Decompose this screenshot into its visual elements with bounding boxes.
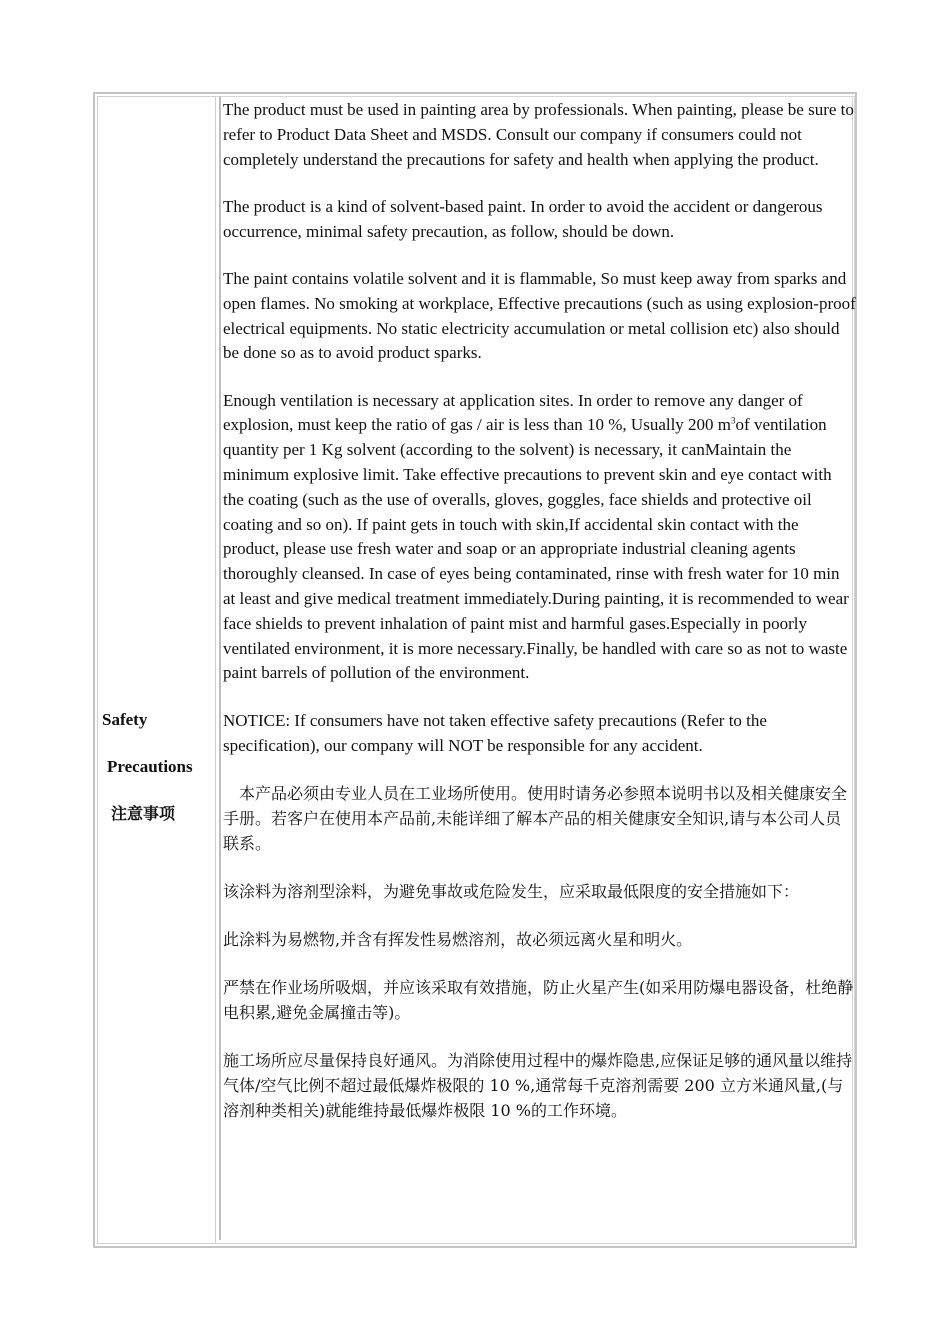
paragraph-notice: NOTICE: If consumers have not taken effective safety precautions (Refer to the specification), our company will NOT be responsible for any accident. bbox=[223, 710, 767, 755]
label-precautions: Precautions bbox=[107, 757, 193, 776]
paragraph-zh-solvent: 该涂料为溶剂型涂料，为避免事故或危险发生，应采取最低限度的安全措施如下： bbox=[223, 881, 800, 901]
paragraph-zh-no-smoking: 严禁在作业场所吸烟，并应该采取有效措施，防止火星产生(如采用防爆电器设备，杜绝静电积累,避免金属撞击等)。 bbox=[223, 977, 854, 1022]
paragraph-zh-ventilation: 施工场所应尽量保持良好通风。为消除使用过程中的爆炸隐患,应保证足够的通风量以维持气体/空气比例不超过最低爆炸极限的 10 %,通常每千克溶剂需要 200 立方米通风量,(与溶剂种类相关)就能维持最低爆炸极限 10 %的工作环境。 bbox=[223, 1050, 853, 1120]
paragraph-zh-usage: 本产品必须由专业人员在工业场所使用。使用时请务必参照本说明书以及相关健康安全手册。若客户在使用本产品前,未能详细了解本产品的相关健康安全知识,请与本公司人员联系。 bbox=[223, 783, 848, 853]
ventilation-text-2: of ventilation quantity per 1 Kg solvent (according to the solvent) is necessary, it canMaintain the minimum explosive limit. Take effective precautions to prevent skin and eye contact with the coating (such as the use of overalls, gloves, goggles, face shields and protective oil coating and so on). If paint gets in touch with skin,If accidental skin contact with the product, please use fresh water and soap or an appropriate industrial cleaning agents thoroughly cleansed. In case of eyes being contaminated, rinse with fresh water for 10 min at least and give medical treatment immediately.During painting, it is recommended to wear face shields to prevent inhalation of paint mist and harmful gases.Especially in poorly ventilated environment, it is more necessary.Finally, be handled with care so as not to waste paint barrels of pollution of the environment. bbox=[223, 415, 849, 683]
paragraph-solvent-based: The product is a kind of solvent-based paint. In order to avoid the accident or dangerous occurrence, minimal safety precaution, as follow, should be down. bbox=[223, 196, 823, 241]
paragraph-flammable: The paint contains volatile solvent and it is flammable, So must keep away from sparks and open flames. No smoking at workplace, Effective precautions (such as using explosion-proof electrical equipments. No static electricity accumulation or metal collision etc) also should be done so as to avoid product sparks. bbox=[223, 268, 856, 363]
paragraph-usage: The product must be used in painting area by professionals. When painting, please be sure to refer to Product Data Sheet and MSDS. Consult our company if consumers could not completely understand the precautions for safety and health when applying the product. bbox=[223, 100, 854, 169]
ventilation-text-1: Enough ventilation is necessary at application sites. In order to remove any danger of explosion, must keep the ratio of gas / air is less than 10 %, Usually 200 m bbox=[223, 390, 803, 435]
content-body bbox=[223, 98, 856, 1146]
unit-superscript: 3 bbox=[731, 415, 736, 426]
label-safety: Safety bbox=[102, 710, 148, 729]
content-cell bbox=[219, 96, 855, 1240]
label-chinese: 注意事项 bbox=[111, 804, 176, 823]
paragraph-zh-flammable: 此涂料为易燃物,并含有挥发性易燃溶剂，故必须远离火星和明火。 bbox=[223, 929, 693, 949]
paragraph-ventilation bbox=[223, 389, 856, 687]
label-cell bbox=[97, 96, 216, 1244]
section-label bbox=[98, 708, 217, 849]
